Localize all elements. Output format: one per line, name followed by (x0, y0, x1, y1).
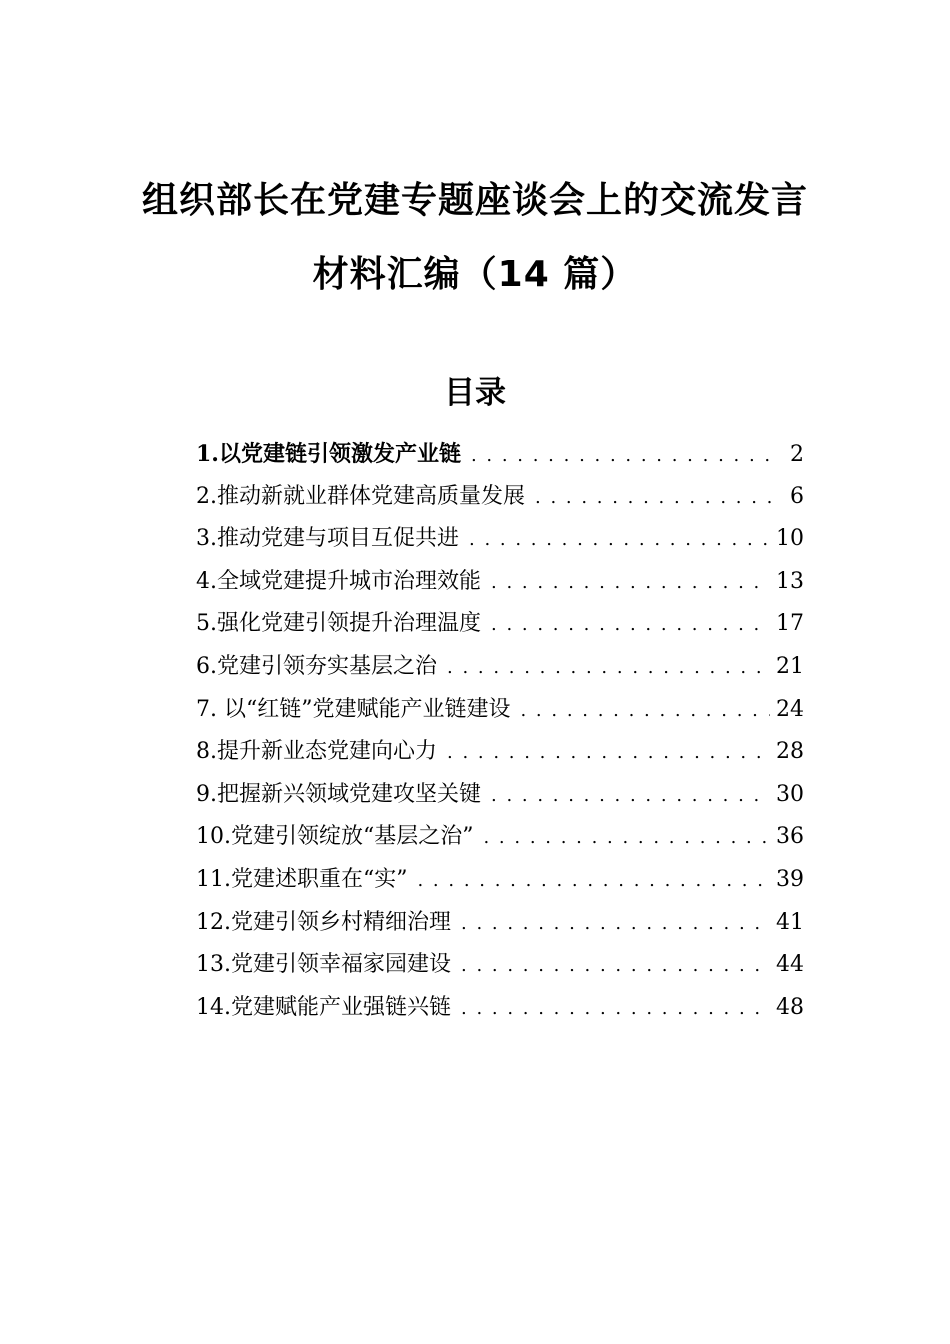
toc-entry-title: 2.推动新就业群体党建高质量发展 (196, 483, 525, 509)
toc-entry[interactable] (196, 646, 804, 689)
toc-heading: 目录 (444, 375, 506, 411)
toc-entry[interactable] (196, 433, 804, 476)
toc-leader-dots (417, 860, 770, 903)
toc-entry-title: 3.推动党建与项目互促共进 (196, 526, 459, 552)
toc-leader-dots (461, 903, 770, 946)
toc-entry[interactable] (196, 987, 804, 1030)
toc-entry[interactable] (196, 944, 804, 987)
toc-leader-dots (483, 817, 770, 860)
toc-entry-page: 17 (776, 611, 804, 637)
toc-entry-page: 13 (776, 568, 804, 594)
toc-entry-title: 6.党建引领夯实基层之治 (196, 653, 437, 679)
toc-entry-page: 2 (790, 442, 804, 467)
toc-entry-page: 6 (790, 483, 804, 509)
toc-entry-title: 13.党建引领幸福家园建设 (196, 952, 451, 978)
toc-entry[interactable] (196, 561, 804, 604)
toc-entry-page: 21 (776, 653, 804, 679)
toc-leader-dots (447, 732, 770, 775)
toc-leader-dots (461, 945, 770, 988)
toc-entry-page: 36 (776, 824, 804, 850)
toc-entry-page: 48 (776, 994, 804, 1020)
toc-entry-page: 24 (776, 696, 804, 722)
toc-entry[interactable] (196, 816, 804, 859)
toc-entry[interactable] (196, 689, 804, 732)
toc-leader-dots (491, 775, 770, 818)
toc-leader-dots (461, 988, 770, 1031)
toc-entry[interactable] (196, 859, 804, 902)
toc-entry-page: 28 (776, 739, 804, 765)
toc-entry[interactable] (196, 603, 804, 646)
toc-entry-title: 7. 以“红链”党建赋能产业链建设 (196, 696, 511, 722)
toc-entry-page: 39 (776, 866, 804, 892)
toc-entry-title: 10.党建引领绽放“基层之治” (196, 824, 474, 850)
toc-entry[interactable] (196, 902, 804, 945)
toc-entry-page: 30 (776, 781, 804, 807)
toc-leader-dots (535, 477, 774, 520)
toc-leader-dots (520, 690, 770, 733)
toc-entry-title: 8.提升新业态党建向心力 (196, 739, 437, 765)
toc-entry-title: 1.以党建链引领激发产业链 (196, 441, 461, 467)
toc-entry-page: 44 (776, 952, 804, 978)
toc-entry[interactable] (196, 518, 804, 561)
document-title-line-1: 组织部长在党建专题座谈会上的交流发言 (141, 180, 808, 221)
toc-entry[interactable] (196, 774, 804, 817)
toc-entry-title: 14.党建赋能产业强链兴链 (196, 994, 451, 1020)
toc-entry-page: 10 (776, 526, 804, 552)
toc-entry[interactable] (196, 731, 804, 774)
toc-entry-title: 12.党建引领乡村精细治理 (196, 909, 451, 935)
toc-entry-title: 11.党建述职重在“实” (196, 866, 408, 892)
toc-leader-dots (447, 647, 770, 690)
toc-entry-title: 9.把握新兴领域党建攻坚关键 (196, 781, 481, 807)
document-title-line-2: 材料汇编（14 篇） (312, 254, 638, 295)
toc-leader-dots (491, 562, 770, 605)
toc-entry[interactable] (196, 476, 804, 519)
toc-entry-page: 41 (776, 909, 804, 935)
toc-leader-dots (471, 435, 774, 478)
toc-entry-title: 5.强化党建引领提升治理温度 (196, 611, 481, 637)
table-of-contents (196, 433, 804, 1029)
toc-leader-dots (491, 604, 770, 647)
toc-entry-title: 4.全域党建提升城市治理效能 (196, 568, 481, 594)
toc-leader-dots (469, 519, 770, 562)
